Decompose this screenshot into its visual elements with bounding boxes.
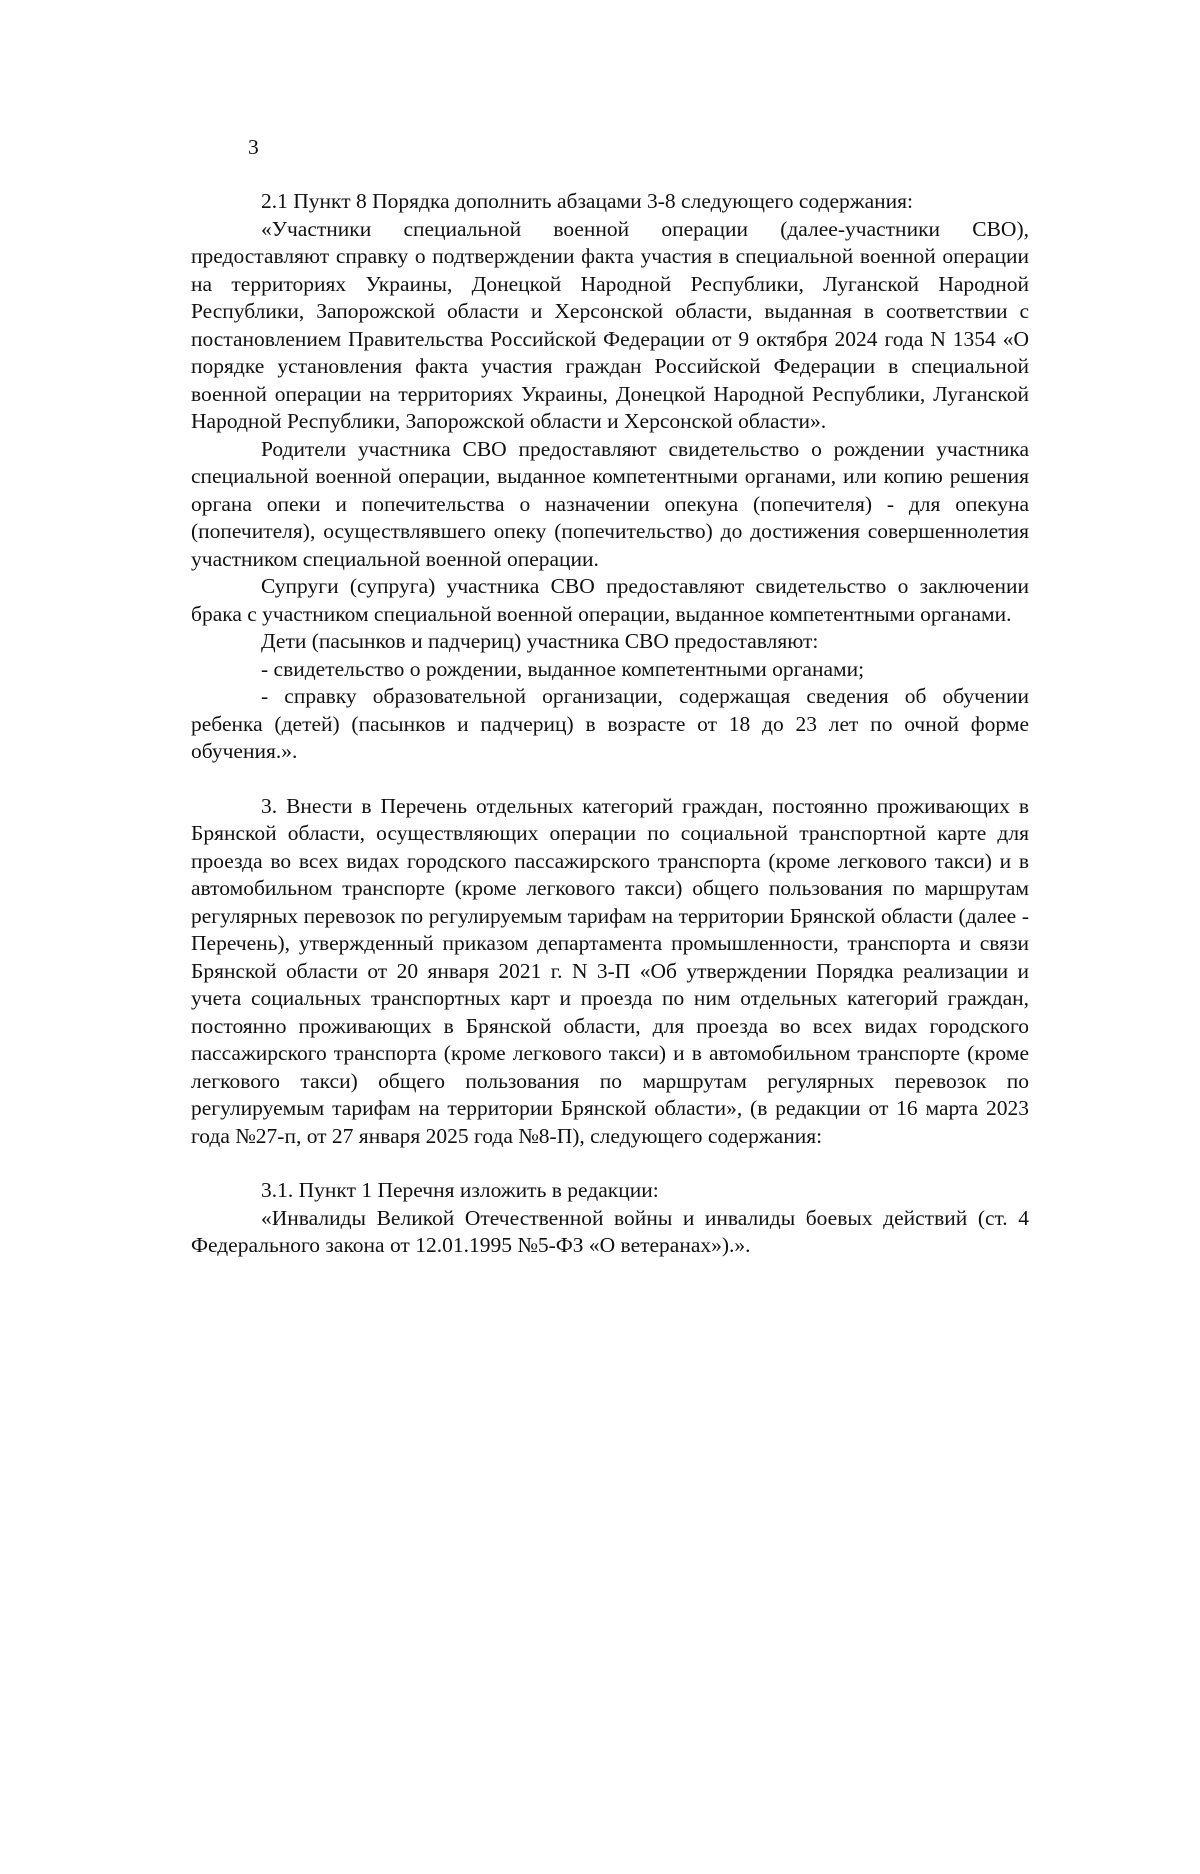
paragraph-birth-certificate: - свидетельство о рождении, выданное компетентными органами; bbox=[261, 656, 865, 681]
document-body bbox=[191, 188, 1029, 1260]
page-number: 3 bbox=[248, 135, 259, 159]
paragraph-spouses: Супруги (супруга) участника СВО предоставляют свидетельство о заключении брака с участником специальной военной операции, выданное компетентными органами. bbox=[191, 574, 1029, 626]
paragraph-education-certificate: - справку образовательной организации, содержащая сведения об обучении ребенка (детей) (пасынков и падчериц) в возрасте от 18 до 23 лет по очной форме обучения.». bbox=[191, 684, 1029, 763]
paragraph-gap bbox=[191, 766, 1029, 793]
paragraph-svo-participants: «Участники специальной военной операции (далее-участники СВО), предоставляют справку о подтверждении факта участия в специальной военной операции на территориях Украины, Донецкой Народной Республики, Луганской Народной Республики, Запорожской области и Херсонской области, выданная в соответствии с постановлением Правительства Российской Федерации от 9 октября 2024 года N 1354 «О порядке установления факта участия граждан Российской Федерации в специальной военной операции на территориях Украины, Донецкой Народной Республики, Луганской Народной Республики, Запорожской области и Херсонской области». bbox=[191, 216, 1029, 433]
paragraph-gap bbox=[191, 1150, 1029, 1177]
paragraph-3-1: 3.1. Пункт 1 Перечня изложить в редакции: bbox=[261, 1178, 659, 1202]
paragraph-2-1: 2.1 Пункт 8 Порядка дополнить абзацами 3-8 следующего содержания: bbox=[261, 189, 914, 213]
paragraph-children: Дети (пасынков и падчериц) участника СВО предоставляют: bbox=[261, 629, 819, 653]
paragraph-parents: Родители участника СВО предоставляют свидетельство о рождении участника специальной военной операции, выданное компетентными органами, или копию решения органа опеки и попечительства о назначении опекуна (попечителя) - для опекуна (попечителя), осуществлявшего опеку (попечительство) до достижения совершеннолетия участником специальной военной операции. bbox=[191, 436, 1029, 571]
paragraph-3: 3. Внести в Перечень отдельных категорий граждан, постоянно проживающих в Брянской области, осуществляющих операции по социальной транспортной карте для проезда во всех видах городского пассажирского транспорта (кроме легкового такси) и в автомобильном транспорте (кроме легкового такси) общего пользования по маршрутам регулярных перевозок по регулируемым тарифам на территории Брянской области (далее - Перечень), утвержденный приказом департамента промышленности, транспорта и связи Брянской области от 20 января 2021 г. N 3-П «Об утверждении Порядка реализации и учета социальных транспортных карт и проезда по ним отдельных категорий граждан, постоянно проживающих в Брянской области, для проезда во всех видах городского пассажирского транспорта (кроме легкового такси) и в автомобильном транспорте (кроме легкового такси) общего пользования по маршрутам регулярных перевозок по регулируемым тарифам на территории Брянской области», (в редакции от 16 марта 2023 года №27-п, от 27 января 2025 года №8-П), следующего содержания: bbox=[191, 793, 1029, 1148]
paragraph-veterans-disabled: «Инвалиды Великой Отечественной войны и инвалиды боевых действий (ст. 4 Федерального закона от 12.01.1995 №5-ФЗ «О ветеранах»).». bbox=[191, 1205, 1029, 1257]
